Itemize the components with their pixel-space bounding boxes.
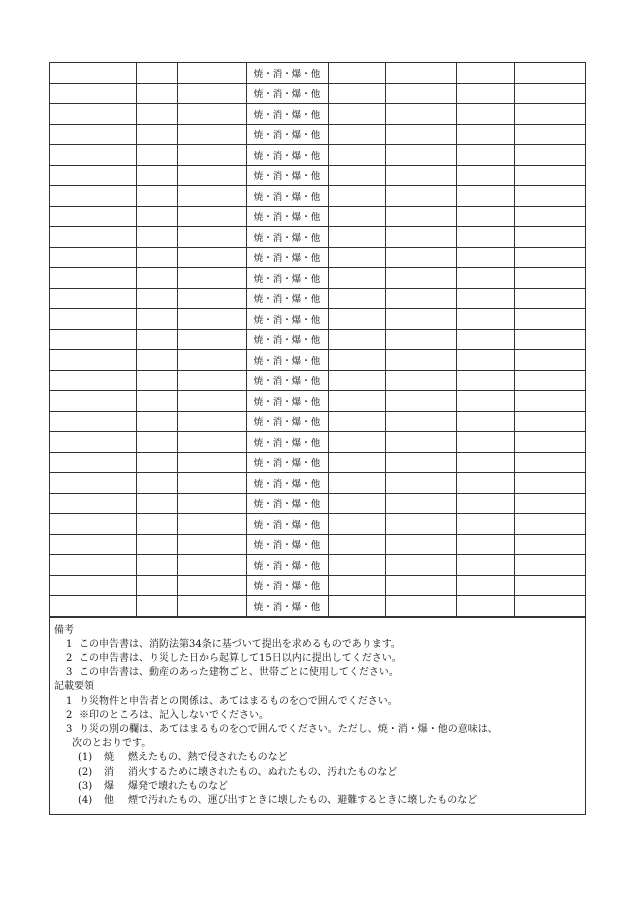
input-cell[interactable] [177,206,246,227]
input-cell[interactable] [328,555,385,576]
input-cell[interactable] [177,309,246,330]
damage-meaning-item: (2) 消 消火するために壊されたもの、ぬれたもの、汚れたものなど [78,766,398,778]
table-row [50,186,585,207]
input-cell[interactable] [136,309,177,330]
input-cell[interactable] [177,514,246,535]
input-cell[interactable] [385,514,456,535]
disaster-report-form [49,62,586,815]
input-cell[interactable] [514,165,585,186]
input-cell[interactable] [136,452,177,473]
input-cell[interactable] [136,83,177,104]
damage-type-cell[interactable]: 焼・消・爆・他 [246,473,328,494]
input-cell[interactable] [328,288,385,309]
input-cell[interactable] [177,493,246,514]
input-cell[interactable] [456,329,514,350]
damage-type-cell[interactable]: 焼・消・爆・他 [246,350,328,371]
input-cell[interactable] [136,370,177,391]
damage-type-cell[interactable]: 焼・消・爆・他 [246,370,328,391]
instruction-item: 1 り災物件と申告者との関係は、あてはまるものを○で囲んでください。 [66,695,398,707]
input-cell[interactable] [177,370,246,391]
input-cell[interactable] [514,391,585,412]
input-cell[interactable] [177,288,246,309]
input-cell[interactable] [385,534,456,555]
input-cell[interactable] [50,206,136,227]
damage-meaning-item: (3) 爆 爆発で壊れたものなど [78,780,228,792]
damage-type-cell[interactable]: 焼・消・爆・他 [246,227,328,248]
input-cell[interactable] [514,432,585,453]
input-cell[interactable] [328,104,385,125]
input-cell[interactable] [514,329,585,350]
input-cell[interactable] [328,596,385,617]
input-cell[interactable] [514,350,585,371]
input-cell[interactable] [385,288,456,309]
damage-type-cell[interactable]: 焼・消・爆・他 [246,206,328,227]
input-cell[interactable] [456,309,514,330]
input-cell[interactable] [328,473,385,494]
input-cell[interactable] [136,534,177,555]
damage-type-cell[interactable]: 焼・消・爆・他 [246,145,328,166]
input-cell[interactable] [177,63,246,83]
table-row [50,83,585,104]
input-cell[interactable] [514,575,585,596]
table-row [50,575,585,596]
damage-type-cell[interactable]: 焼・消・爆・他 [246,534,328,555]
input-cell[interactable] [328,514,385,535]
input-cell[interactable] [328,432,385,453]
input-cell[interactable] [514,83,585,104]
input-cell[interactable] [514,473,585,494]
input-cell[interactable] [385,411,456,432]
input-cell[interactable] [328,227,385,248]
input-cell[interactable] [385,391,456,412]
input-cell[interactable] [50,411,136,432]
damage-type-cell[interactable]: 焼・消・爆・他 [246,247,328,268]
table-row [50,534,585,555]
input-cell[interactable] [136,473,177,494]
input-cell[interactable] [456,288,514,309]
damage-type-cell[interactable]: 焼・消・爆・他 [246,268,328,289]
damage-type-cell[interactable]: 焼・消・爆・他 [246,309,328,330]
input-cell[interactable] [456,165,514,186]
damage-type-cell[interactable]: 焼・消・爆・他 [246,575,328,596]
damage-type-cell[interactable]: 焼・消・爆・他 [246,83,328,104]
input-cell[interactable] [328,329,385,350]
damage-type-cell[interactable]: 焼・消・爆・他 [246,329,328,350]
damage-meaning-item: (1) 焼 燃えたもの、熱で侵されたものなど [78,752,288,764]
input-cell[interactable] [50,104,136,125]
damage-type-cell[interactable]: 焼・消・爆・他 [246,124,328,145]
input-cell[interactable] [50,534,136,555]
input-cell[interactable] [456,493,514,514]
input-cell[interactable] [456,514,514,535]
input-cell[interactable] [50,432,136,453]
input-cell[interactable] [514,493,585,514]
table-row [50,514,585,535]
instructions-heading: 記載要領 [54,681,94,693]
table-row [50,391,585,412]
input-cell[interactable] [177,575,246,596]
input-cell[interactable] [136,206,177,227]
input-cell[interactable] [514,534,585,555]
damage-type-cell[interactable]: 焼・消・爆・他 [246,391,328,412]
input-cell[interactable] [136,350,177,371]
input-cell[interactable] [177,473,246,494]
table-row [50,473,585,494]
table-row [50,555,585,576]
input-cell[interactable] [328,247,385,268]
input-cell[interactable] [136,329,177,350]
input-cell[interactable] [328,83,385,104]
input-cell[interactable] [456,575,514,596]
input-cell[interactable] [136,288,177,309]
input-cell[interactable] [50,309,136,330]
input-cell[interactable] [456,370,514,391]
damage-type-cell[interactable]: 焼・消・爆・他 [246,411,328,432]
input-cell[interactable] [385,493,456,514]
input-cell[interactable] [50,493,136,514]
input-cell[interactable] [50,247,136,268]
input-cell[interactable] [328,391,385,412]
input-cell[interactable] [50,227,136,248]
table-row [50,493,585,514]
input-cell[interactable] [50,83,136,104]
input-cell[interactable] [50,391,136,412]
input-cell[interactable] [385,63,456,83]
input-cell[interactable] [385,104,456,125]
damage-type-cell[interactable]: 焼・消・爆・他 [246,288,328,309]
input-cell[interactable] [456,555,514,576]
input-cell[interactable] [50,370,136,391]
input-cell[interactable] [328,165,385,186]
table-row [50,104,585,125]
instruction-item: 2 ※印のところは、記入しないでください。 [66,709,269,721]
input-cell[interactable] [456,63,514,83]
input-cell[interactable] [177,124,246,145]
table-row [50,288,585,309]
input-cell[interactable] [385,596,456,617]
input-cell[interactable] [177,596,246,617]
note-item: 2 この申告書は、り災した日から起算して15日以内に提出してください。 [66,652,402,664]
input-cell[interactable] [514,227,585,248]
input-cell[interactable] [328,493,385,514]
input-cell[interactable] [177,432,246,453]
input-cell[interactable] [328,206,385,227]
table-row [50,206,585,227]
input-cell[interactable] [50,145,136,166]
table-row [50,452,585,473]
damage-type-cell[interactable]: 焼・消・爆・他 [246,432,328,453]
input-cell[interactable] [385,370,456,391]
input-cell[interactable] [50,165,136,186]
input-cell[interactable] [456,206,514,227]
input-cell[interactable] [136,391,177,412]
input-cell[interactable] [456,124,514,145]
damage-type-cell[interactable]: 焼・消・爆・他 [246,165,328,186]
input-cell[interactable] [328,370,385,391]
input-cell[interactable] [456,104,514,125]
input-cell[interactable] [136,555,177,576]
input-cell[interactable] [385,145,456,166]
input-cell[interactable] [177,247,246,268]
input-cell[interactable] [514,63,585,83]
input-cell[interactable] [385,186,456,207]
input-cell[interactable] [177,227,246,248]
input-cell[interactable] [385,575,456,596]
damage-type-cell[interactable]: 焼・消・爆・他 [246,596,328,617]
input-cell[interactable] [456,596,514,617]
input-cell[interactable] [514,411,585,432]
input-cell[interactable] [328,63,385,83]
input-cell[interactable] [177,165,246,186]
input-cell[interactable] [514,596,585,617]
note-item: 3 この申告書は、動産のあった建物ごと、世帯ごとに使用してください。 [66,667,399,679]
input-cell[interactable] [328,309,385,330]
table-row [50,329,585,350]
damage-type-cell[interactable]: 焼・消・爆・他 [246,514,328,535]
table-row [50,350,585,371]
input-cell[interactable] [328,350,385,371]
input-cell[interactable] [456,227,514,248]
input-cell[interactable] [385,206,456,227]
input-cell[interactable] [456,268,514,289]
input-cell[interactable] [456,145,514,166]
input-cell[interactable] [50,575,136,596]
damage-type-cell[interactable]: 焼・消・爆・他 [246,555,328,576]
table-row [50,63,585,83]
input-cell[interactable] [385,124,456,145]
input-cell[interactable] [328,452,385,473]
table-row [50,124,585,145]
input-cell[interactable] [328,534,385,555]
input-cell[interactable] [177,555,246,576]
damage-meaning-item: (4) 他 煙で汚れたもの、運び出すときに壊したもの、避難するときに壊したものなど [78,794,478,806]
input-cell[interactable] [385,350,456,371]
input-cell[interactable] [136,411,177,432]
input-cell[interactable] [456,473,514,494]
input-cell[interactable] [328,268,385,289]
input-cell[interactable] [136,432,177,453]
input-cell[interactable] [385,309,456,330]
input-cell[interactable] [456,247,514,268]
note-item: 1 この申告書は、消防法第34条に基づいて提出を求めるものであります。 [66,638,401,650]
input-cell[interactable] [514,514,585,535]
input-cell[interactable] [50,288,136,309]
damaged-property-table [50,63,585,617]
instruction-item-continuation: 次のとおりです。 [72,738,152,750]
input-cell[interactable] [50,63,136,83]
input-cell[interactable] [456,432,514,453]
input-cell[interactable] [385,329,456,350]
input-cell[interactable] [50,555,136,576]
input-cell[interactable] [136,227,177,248]
input-cell[interactable] [456,83,514,104]
table-row [50,165,585,186]
input-cell[interactable] [514,309,585,330]
input-cell[interactable] [136,247,177,268]
input-cell[interactable] [514,206,585,227]
table-row [50,432,585,453]
input-cell[interactable] [50,186,136,207]
input-cell[interactable] [514,186,585,207]
input-cell[interactable] [177,104,246,125]
input-cell[interactable] [385,555,456,576]
input-cell[interactable] [328,124,385,145]
table-row [50,370,585,391]
input-cell[interactable] [514,104,585,125]
input-cell[interactable] [50,473,136,494]
input-cell[interactable] [385,473,456,494]
input-cell[interactable] [456,534,514,555]
damage-type-cell[interactable]: 焼・消・爆・他 [246,493,328,514]
input-cell[interactable] [136,514,177,535]
damage-type-cell[interactable]: 焼・消・爆・他 [246,63,328,83]
table-row [50,411,585,432]
input-cell[interactable] [136,124,177,145]
input-cell[interactable] [136,493,177,514]
input-cell[interactable] [385,432,456,453]
instruction-item: 3 り災の別の欄は、あてはまるものを○で囲んでください。ただし、焼・消・爆・他の意味は、 [66,723,498,735]
input-cell[interactable] [328,411,385,432]
input-cell[interactable] [514,124,585,145]
input-cell[interactable] [514,555,585,576]
input-cell[interactable] [385,227,456,248]
input-cell[interactable] [514,288,585,309]
input-cell[interactable] [456,411,514,432]
table-row [50,596,585,617]
input-cell[interactable] [328,145,385,166]
input-cell[interactable] [514,145,585,166]
input-cell[interactable] [50,452,136,473]
table-row [50,227,585,248]
input-cell[interactable] [456,391,514,412]
input-cell[interactable] [50,596,136,617]
input-cell[interactable] [136,145,177,166]
input-cell[interactable] [385,452,456,473]
input-cell[interactable] [177,391,246,412]
table-row [50,145,585,166]
input-cell[interactable] [50,124,136,145]
input-cell[interactable] [177,452,246,473]
input-cell[interactable] [385,268,456,289]
input-cell[interactable] [177,186,246,207]
table-row [50,247,585,268]
input-cell[interactable] [514,268,585,289]
table-row [50,309,585,330]
input-cell[interactable] [456,350,514,371]
input-cell[interactable] [177,83,246,104]
input-cell[interactable] [177,145,246,166]
input-cell[interactable] [50,268,136,289]
input-cell[interactable] [50,329,136,350]
damage-type-cell[interactable]: 焼・消・爆・他 [246,104,328,125]
input-cell[interactable] [177,329,246,350]
input-cell[interactable] [136,186,177,207]
table-row [50,268,585,289]
input-cell[interactable] [50,350,136,371]
damage-type-cell[interactable]: 焼・消・爆・他 [246,452,328,473]
input-cell[interactable] [177,534,246,555]
input-cell[interactable] [136,575,177,596]
input-cell[interactable] [385,83,456,104]
input-cell[interactable] [456,452,514,473]
input-cell[interactable] [514,247,585,268]
input-cell[interactable] [136,596,177,617]
input-cell[interactable] [136,104,177,125]
input-cell[interactable] [136,268,177,289]
input-cell[interactable] [177,411,246,432]
input-cell[interactable] [177,268,246,289]
input-cell[interactable] [385,247,456,268]
input-cell[interactable] [385,165,456,186]
input-cell[interactable] [514,452,585,473]
damage-type-cell[interactable]: 焼・消・爆・他 [246,186,328,207]
input-cell[interactable] [328,575,385,596]
input-cell[interactable] [177,350,246,371]
input-cell[interactable] [456,186,514,207]
input-cell[interactable] [136,165,177,186]
notes-section [50,617,585,815]
input-cell[interactable] [136,63,177,83]
input-cell[interactable] [514,370,585,391]
notes-heading: 備考 [54,624,74,636]
input-cell[interactable] [50,514,136,535]
input-cell[interactable] [328,186,385,207]
